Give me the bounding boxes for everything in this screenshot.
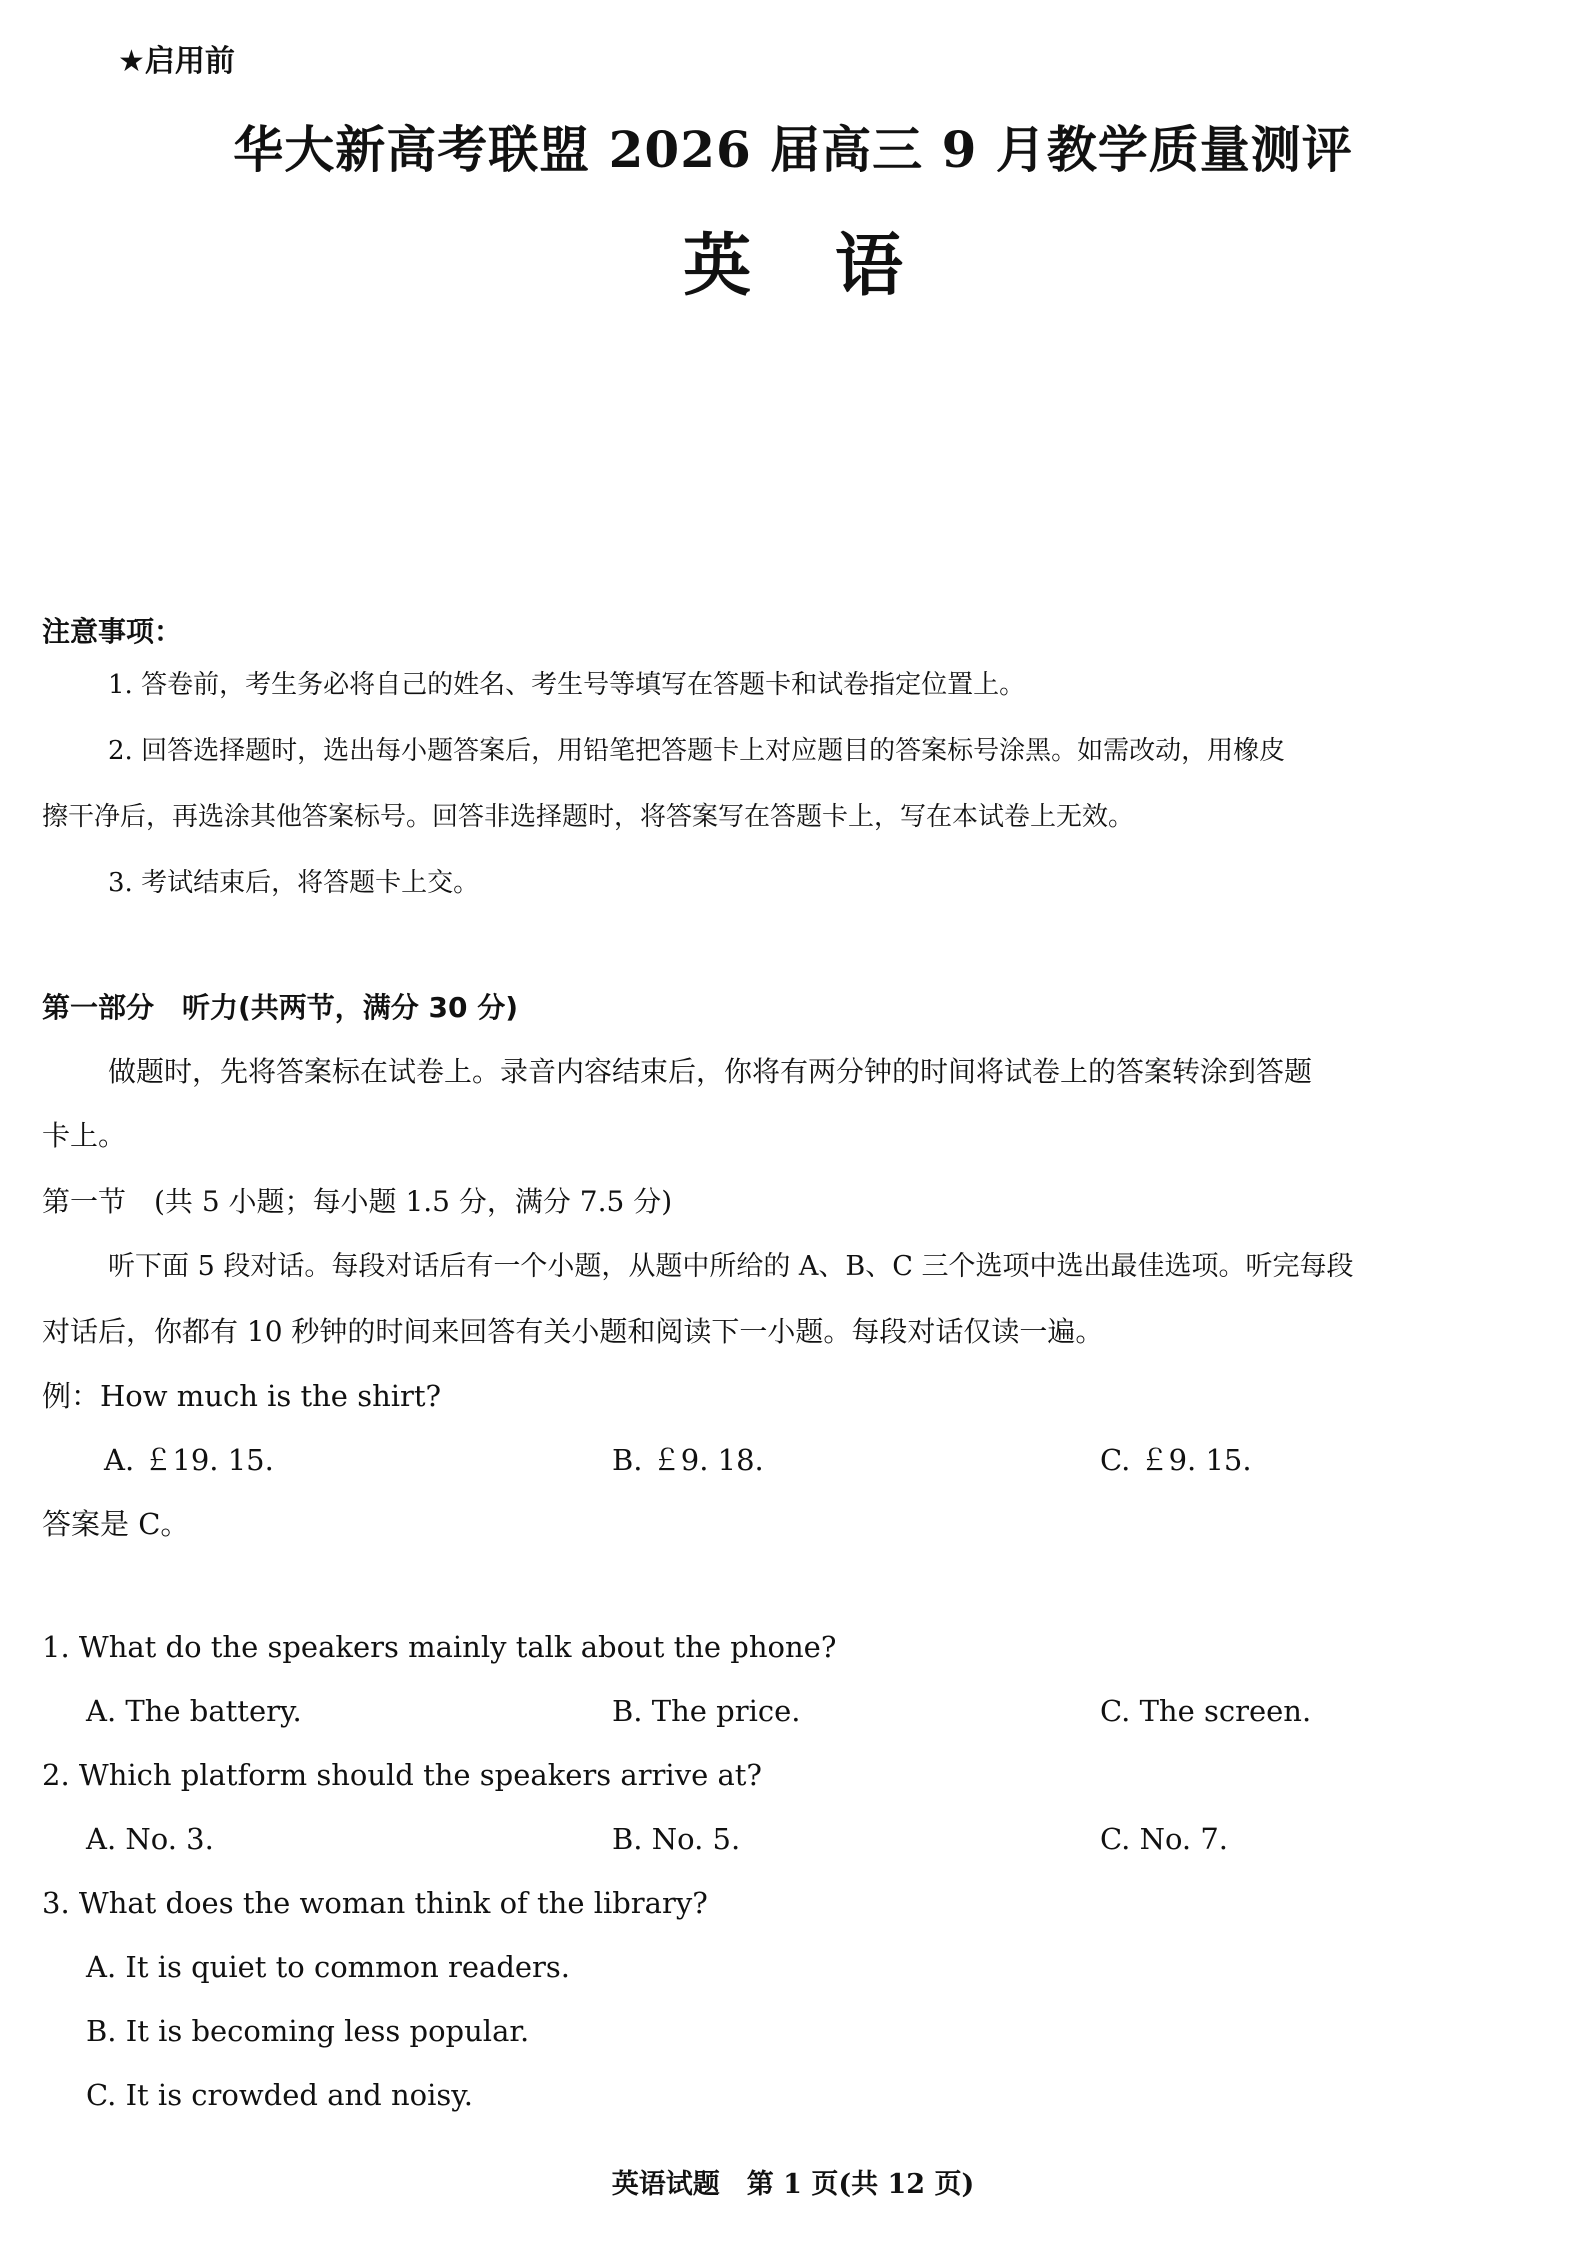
question-1-option-a: A. The battery. xyxy=(86,1694,302,1728)
part1-intro: 做题时，先将答案标在试卷上。录音内容结束后，你将有两分钟的时间将试卷上的答案转涂到答题 xyxy=(108,1055,1313,1088)
notice-item: 1. 答卷前，考生务必将自己的姓名、考生号等填写在答题卡和试卷指定位置上。 xyxy=(108,670,1026,700)
exam-title: 华大新高考联盟 2026 届高三 9 月教学质量测评 xyxy=(233,120,1353,179)
question-1-option-b: B. The price. xyxy=(612,1694,801,1728)
question-3: 3. What does the woman think of the library? xyxy=(42,1886,708,1920)
confidential-tag: ★启用前 xyxy=(118,44,235,79)
section1-heading: 第一节 (共 5 小题；每小题 1.5 分，满分 7.5 分) xyxy=(42,1185,673,1218)
question-3-option-a: A. It is quiet to common readers. xyxy=(86,1950,571,1984)
question-2-option-a: A. No. 3. xyxy=(86,1822,214,1856)
part1-intro: 卡上。 xyxy=(42,1119,127,1152)
question-1-option-c: C. The screen. xyxy=(1100,1694,1312,1728)
notice-heading: 注意事项： xyxy=(42,615,183,648)
notice-item: 擦干净后，再选涂其他答案标号。回答非选择题时，将答案写在答题卡上，写在本试卷上无效。 xyxy=(42,802,1135,832)
example-option-c: C. ￡9. 15. xyxy=(1100,1443,1252,1477)
example-option-a: A. ￡19. 15. xyxy=(104,1443,274,1477)
question-2-option-b: B. No. 5. xyxy=(612,1822,741,1856)
question-2: 2. Which platform should the speakers arrive at? xyxy=(42,1758,762,1792)
section1-instructions: 听下面 5 段对话。每段对话后有一个小题，从题中所给的 A、B、C 三个选项中选出最佳选项。听完每段 xyxy=(108,1251,1354,1282)
subject-title: 英 语 xyxy=(683,227,903,306)
question-3-option-b: B. It is becoming less popular. xyxy=(86,2014,530,2048)
part1-heading: 第一部分 听力(共两节，满分 30 分) xyxy=(42,991,519,1024)
question-1: 1. What do the speakers mainly talk about the phone? xyxy=(42,1630,837,1664)
page-footer: 英语试题 第 1 页(共 12 页) xyxy=(611,2169,975,2200)
notice-item: 3. 考试结束后，将答题卡上交。 xyxy=(108,868,480,898)
example-option-b: B. ￡9. 18. xyxy=(612,1443,764,1477)
notice-item: 2. 回答选择题时，选出每小题答案后，用铅笔把答题卡上对应题目的答案标号涂黑。如需改动，用橡皮 xyxy=(108,736,1286,766)
question-2-option-c: C. No. 7. xyxy=(1100,1822,1229,1856)
section1-instructions: 对话后，你都有 10 秒钟的时间来回答有关小题和阅读下一小题。每段对话仅读一遍。 xyxy=(42,1315,1104,1348)
example-answer: 答案是 C。 xyxy=(42,1507,190,1541)
example-question: 例：How much is the shirt? xyxy=(42,1379,442,1413)
question-3-option-c: C. It is crowded and noisy. xyxy=(86,2078,473,2112)
